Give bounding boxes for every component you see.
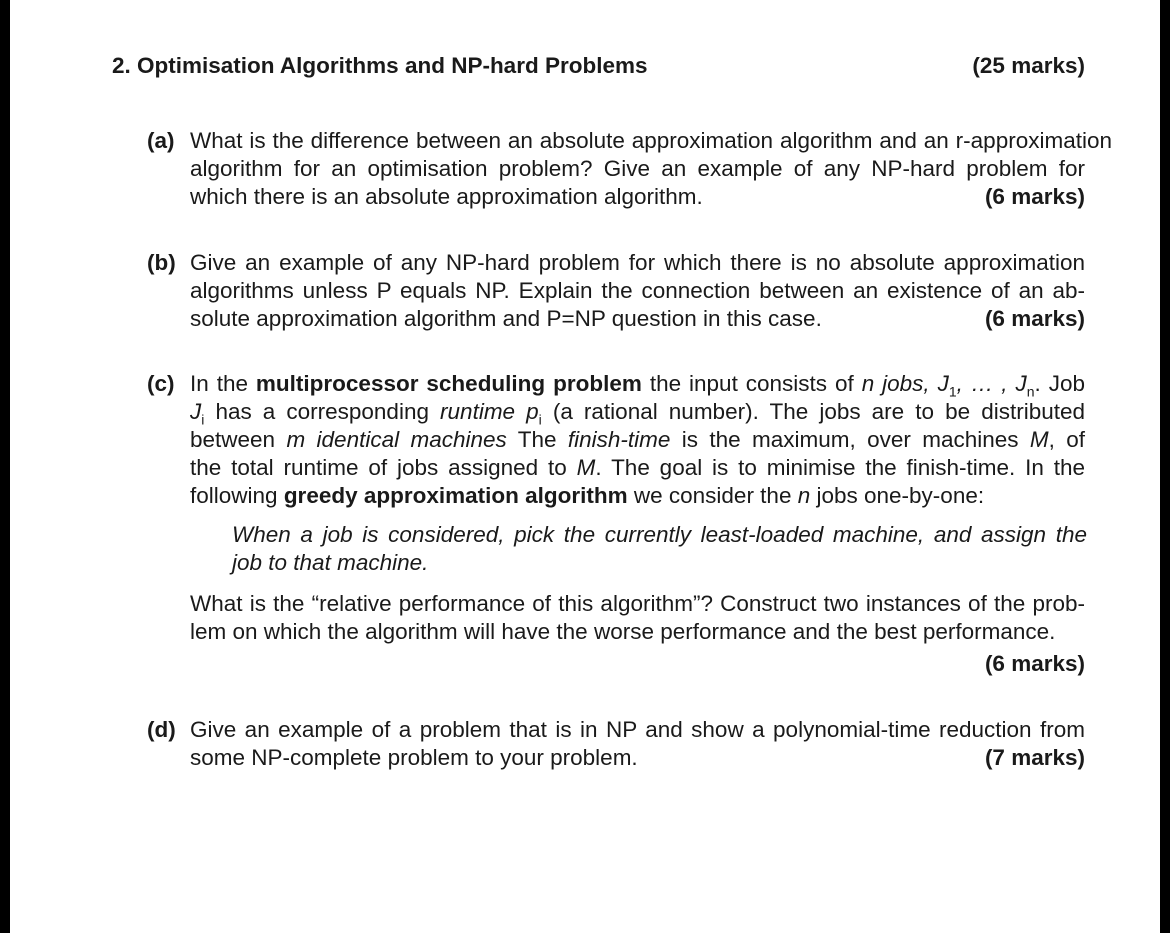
part-a-line-1: What is the difference between an absolute approximation algorithm and an r-approximation <box>190 128 1112 153</box>
math: M <box>576 455 596 480</box>
part-c-line-4 <box>190 454 1085 482</box>
math: M <box>1029 427 1049 452</box>
text: following <box>190 483 284 508</box>
problem-name: multiprocessor scheduling problem <box>255 371 642 396</box>
part-b-line-3: solute approximation algorithm and P=NP question in this case. <box>190 306 822 331</box>
math: n jobs, J <box>861 371 949 396</box>
algorithm-quote-line-2: job to that machine. <box>232 550 429 575</box>
part-c-line-1 <box>190 370 1085 398</box>
part-c-question-line-2: lem on which the algorithm will have the worse performance and the best performance. <box>190 619 1056 644</box>
text: we consider the <box>627 483 798 508</box>
part-c-question-line-1: What is the “relative performance of this algorithm”? Construct two instances of the prob- <box>190 591 1085 616</box>
text: between <box>190 427 287 452</box>
part-d-line-1: Give an example of a problem that is in NP and show a polynomial-time reduction from <box>190 717 1085 742</box>
part-d-label: (d) <box>147 717 176 742</box>
part-d-marks: (7 marks) <box>984 745 1085 770</box>
text: . The goal is to minimise the finish-time. In the <box>595 455 1085 480</box>
part-b-label: (b) <box>147 250 176 275</box>
text: the input consists of <box>641 371 862 396</box>
part-c-line-3 <box>190 426 1085 454</box>
text: , of <box>1048 427 1085 452</box>
algorithm-quote-line-1: When a job is considered, pick the currently least-loaded machine, and assign the <box>232 522 1087 547</box>
part-a-marks: (6 marks) <box>984 184 1085 209</box>
math: n <box>797 483 811 508</box>
part-a-label: (a) <box>147 128 175 153</box>
part-c-line-2 <box>190 398 1085 426</box>
part-a-line-3: which there is an absolute approximation algorithm. <box>190 184 703 209</box>
subscript: n <box>1026 383 1035 400</box>
subscript: 1 <box>948 383 957 400</box>
term: finish-time <box>567 427 671 452</box>
text: is the maximum, over machines <box>670 427 1030 452</box>
text: The <box>506 427 568 452</box>
text: the total runtime of jobs assigned to <box>190 455 577 480</box>
question-marks: (25 marks) <box>972 53 1085 78</box>
subscript: i <box>201 411 205 428</box>
part-d-line-2: some NP-complete problem to your problem. <box>190 745 638 770</box>
part-c-label: (c) <box>147 371 175 396</box>
math: m identical machines <box>286 427 507 452</box>
text: jobs one-by-one: <box>810 483 985 508</box>
part-c-line-5 <box>190 482 984 510</box>
text: (a rational number). The jobs are to be distributed <box>541 399 1085 424</box>
math: runtime p <box>440 399 539 424</box>
text: . Job <box>1034 371 1085 396</box>
text: has a corresponding <box>204 399 441 424</box>
part-a-line-2: algorithm for an optimisation problem? Give an example of any NP-hard problem for <box>190 156 1085 181</box>
part-b-line-2: algorithms unless P equals NP. Explain the connection between an existence of an ab- <box>190 278 1085 303</box>
algorithm-name: greedy approximation algorithm <box>283 483 628 508</box>
math: J <box>190 399 202 424</box>
part-c-marks: (6 marks) <box>984 651 1085 676</box>
text: In the <box>190 371 256 396</box>
math: , … , J <box>956 371 1027 396</box>
exam-page <box>10 0 1160 933</box>
part-b-marks: (6 marks) <box>984 306 1085 331</box>
subscript: i <box>538 411 542 428</box>
part-b-line-1: Give an example of any NP-hard problem for which there is no absolute approximation <box>190 250 1085 275</box>
question-title: 2. Optimisation Algorithms and NP-hard Problems <box>112 53 648 78</box>
